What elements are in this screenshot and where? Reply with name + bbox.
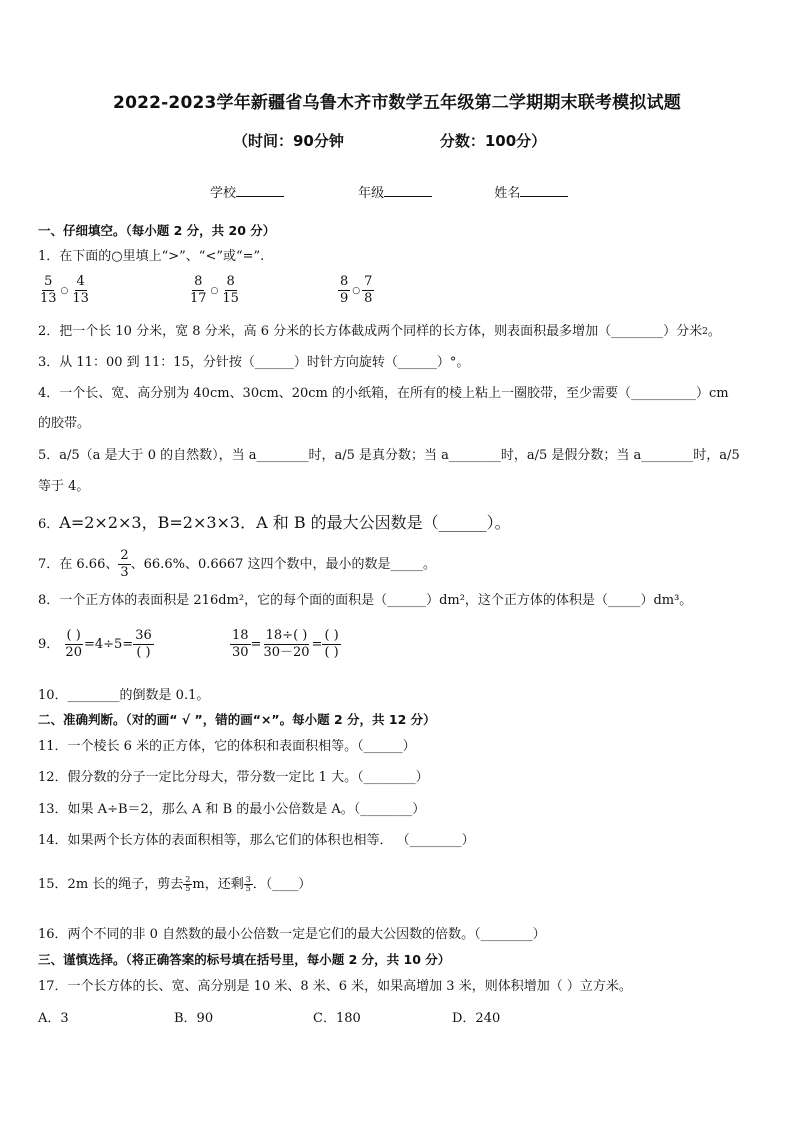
- question-15: 15．2m 长的绳子，剪去 $\frac{2}{5}$ m，还剩 $\frac{3}{5}$ ．（____）: [38, 875, 312, 893]
- q17-option-c: C．180: [313, 1011, 361, 1026]
- question-16: 16．两个不同的非 0 自然数的最小公倍数一定是它们的最大公因数的倍数。（________）: [38, 927, 546, 942]
- student-info: [210, 182, 568, 201]
- exam-subtitle: [233, 130, 546, 151]
- q1-pair-3: $\frac{8}{9}$ ○ $\frac{7}{8}$: [340, 274, 373, 306]
- question-6: 6．A=2×2×3，B=2×3×3．A 和 B 的最大公因数是（______）。: [38, 513, 511, 532]
- score-label: 分数：100分）: [439, 132, 547, 150]
- question-3: 3．从 11：00 到 11：15，分针按（______）时针方向旋转（______）°。: [38, 355, 470, 370]
- q17-option-d: D．240: [452, 1011, 501, 1026]
- question-11: 11．一个棱长 6 米的正方体，它的体积和表面积相等。（______）: [38, 739, 416, 754]
- question-5-line2: 等于 4。: [38, 479, 90, 494]
- q17-option-a: A．3: [38, 1011, 69, 1026]
- question-4-line1: 4．一个长、宽、高分别为 40cm、30cm、20cm 的小纸箱，在所有的棱上粘上一圈胶带，至少需要（__________）cm: [38, 386, 729, 401]
- q17-option-b: B．90: [174, 1011, 214, 1026]
- question-8: 8．一个正方体的表面积是 216dm²，它的每个面的面积是（______）dm²，这个正方体的体积是（_____）dm³。: [38, 593, 693, 608]
- question-10: 10．________的倒数是 0.1。: [38, 688, 210, 703]
- grade-field: 年级: [358, 182, 432, 201]
- question-12: 12．假分数的分子一定比分母大，带分数一定比 1 大。（________）: [38, 770, 429, 785]
- exam-title: 2022-2023学年新疆省乌鲁木齐市数学五年级第二学期期末联考模拟试题: [113, 93, 681, 113]
- question-4-line2: 的胶带。: [38, 416, 91, 431]
- question-5-line1: 5．a/5（a 是大于 0 的自然数），当 a________时，a/5 是真分数；当 a________时，a/5 是假分数；当 a________时，a/5: [38, 448, 740, 463]
- name-field: 姓名: [494, 182, 568, 201]
- q1-pair-2: $\frac{8}{17}$ ○ $\frac{8}{15}$: [190, 274, 239, 306]
- section2-heading: 二、准确判断。（对的画“ √ ”，错的画“×”。每小题 2 分，共 12 分）: [38, 712, 436, 727]
- school-field: 学校: [210, 182, 284, 201]
- question-7: 7．在 6.66、 $\frac{2}{3}$ 、66.6%、0.6667 这四个数中，最小的数是_____。: [38, 548, 437, 580]
- question-14: 14．如果两个长方体的表面积相等，那么它们的体积也相等． （________）: [38, 833, 475, 848]
- question-9: 9． $\frac{( )}{20}$ =4÷5= $\frac{36}{( )}$: [38, 628, 152, 660]
- time-label: （时间：90分钟: [233, 132, 344, 150]
- question-1: 1．在下面的○里填上“>”、“<”或“=”.: [38, 249, 265, 264]
- section3-heading: 三、谨慎选择。（将正确答案的标号填在括号里，每小题 2 分，共 10 分）: [38, 952, 451, 967]
- section1-heading: 一、仔细填空。（每小题 2 分，共 20 分）: [38, 223, 276, 238]
- question-2: 2．把一个长 10 分米，宽 8 分米，高 6 分米的长方体截成两个同样的长方体，则表面积最多增加（________）分米$^2$。: [38, 324, 721, 339]
- q1-pair-1: $\frac{5}{13}$ ○ $\frac{4}{13}$: [40, 274, 89, 306]
- question-17: 17．一个长方体的长、宽、高分别是 10 米、8 米、6 米，如果高增加 3 米，则体积增加（ ）立方米。: [38, 979, 632, 994]
- question-13: 13．如果 A÷B＝2，那么 A 和 B 的最小公倍数是 A。（________）: [38, 802, 426, 817]
- question-9-part2: $\frac{18}{30}$ = $\frac{18\div( )}{30-20}$ = $\frac{( )}{( )}$: [232, 628, 339, 660]
